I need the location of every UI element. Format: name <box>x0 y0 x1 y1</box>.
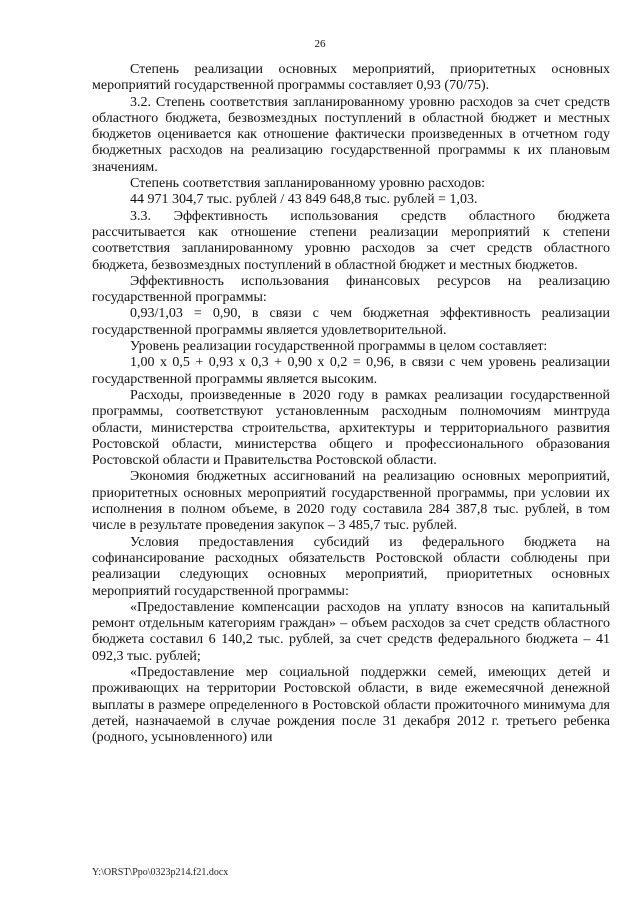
paragraph-3: Степень соответствия запланированному уровню расходов: <box>130 176 486 192</box>
paragraph-2: 3.2. Степень соответствия запланированному уровню расходов за счет средств областного бюджета, безвозмездных поступлений в областной бюджет и местных бюджетов оценивается как отношение фактически произведенных в отчетном году бюджетных расходов на реализацию государственной программы к их плановым значениям. <box>92 94 610 175</box>
paragraph-5: 3.3. Эффективность использования средств областного бюджета рассчитывается как отношение степени реализации мероприятий к степени соответствия запланированному уровню расходов за счет средств областного бюджета, безвозмездных поступлений в областной бюджет и местных бюджетов. <box>92 208 610 273</box>
paragraph-1: Степень реализации основных мероприятий, приоритетных основных мероприятий государственной программы составляет 0,93 (70/75). <box>92 62 610 94</box>
paragraph-10: Расходы, произведенные в 2020 году в рамках реализации государственной программы, соответствуют установленным расходным полномочиям минтруда области, министерства строительства, архитектуры и территориального развития Ростовской области, министерства общего и профессионального образования Ростовской области и Правительства Ростовской области. <box>92 387 610 469</box>
paragraph-4: 44 971 304,7 тыс. рублей / 43 849 648,8 тыс. рублей = 1,03. <box>130 192 478 208</box>
footer-file-path: Y:\ORST\Ppo\0323p214.f21.docx <box>92 867 229 878</box>
paragraph-9: 1,00 х 0,5 + 0,93 х 0,3 + 0,90 х 0,2 = 0,96, в связи с чем уровень реализации государственной программы является высоким. <box>92 355 610 387</box>
paragraph-7: 0,93/1,03 = 0,90, в связи с чем бюджетная эффективность реализации государственной программы является удовлетворительной. <box>92 306 610 338</box>
paragraph-6: Эффективность использования финансовых ресурсов на реализацию государственной программы: <box>92 273 610 306</box>
paragraph-13: «Предоставление компенсации расходов на уплату взносов на капитальный ремонт отдельным категориям граждан» – объем расходов за счет средств областного бюджета составил 6 140,2 тыс. рублей, за счет средств федерального бюджета – 41 092,3 тыс. рублей; <box>92 599 610 664</box>
paragraph-14: «Предоставление мер социальной поддержки семей, имеющих детей и проживающих на территории Ростовской области, в виде ежемесячной денежной выплаты в размере определенного в Ростовской области прожиточного минимума для детей, назначаемой в случае рождения после 31 декабря 2012 г. третьего ребенка (родного, усыновленного) или <box>92 664 610 746</box>
paragraph-11: Экономия бюджетных ассигнований на реализацию основных мероприятий, приоритетных основных мероприятий государственной программы, при условии их исполнения в полном объеме, в 2020 году составила 284 387,8 тыс. рублей, в том числе в результате проведения закупок – 3 485,7 тыс. рублей. <box>92 469 610 534</box>
document-body <box>92 62 610 746</box>
paragraph-8: Уровень реализации государственной программы в целом составляет: <box>130 339 548 355</box>
page-number: 26 <box>314 38 326 50</box>
paragraph-12: Условия предоставления субсидий из федерального бюджета на софинансирование расходных обязательств Ростовской области соблюдены при реализации следующих основных мероприятий, приоритетных основных мероприятий государственной программы: <box>92 534 610 599</box>
